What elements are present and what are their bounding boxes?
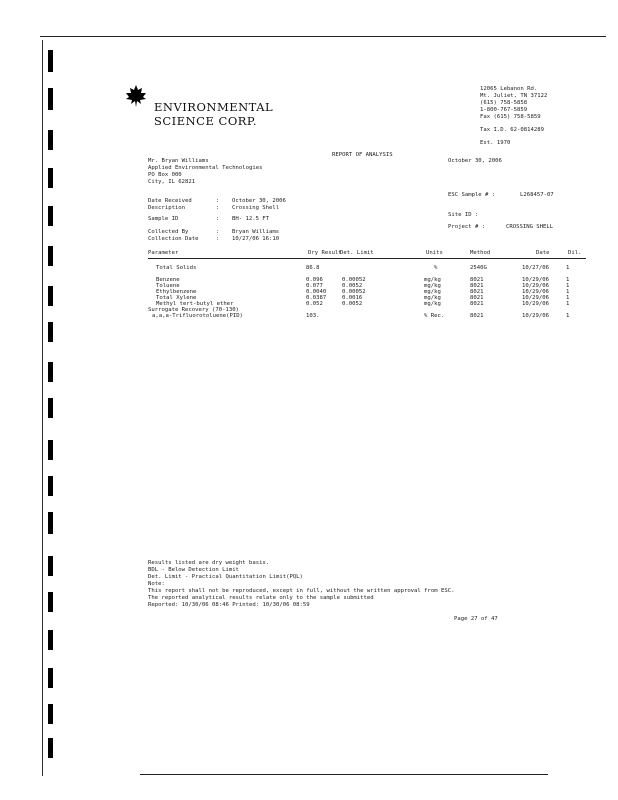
- info-label: Collected By: [148, 229, 189, 235]
- header-date: Date: [536, 250, 550, 256]
- project-row: [448, 224, 598, 231]
- cell-parameter: Total Solids: [156, 265, 197, 271]
- cell-date: 10/29/06: [522, 295, 549, 301]
- cell-limit: 0.00052: [342, 277, 366, 283]
- binder-mark: [48, 704, 53, 724]
- binder-mark: [48, 322, 53, 342]
- header-method: Method: [470, 250, 491, 256]
- binder-mark: [48, 50, 53, 72]
- esc-sample-label: ESC Sample # :: [448, 192, 496, 198]
- report-notes: [148, 560, 454, 609]
- cell-limit: 0.0052: [342, 283, 363, 289]
- lab-address: [480, 86, 547, 121]
- info-value: 10/27/06 16:10: [232, 236, 280, 242]
- left-scan-rule: [42, 40, 43, 776]
- address-line: 1-800-767-5859: [480, 107, 528, 113]
- binder-mark: [48, 88, 53, 110]
- sample-info-row: Date Received : October 30, 2006: [148, 198, 286, 204]
- binder-mark: [48, 738, 53, 758]
- cell-result: 0.096: [306, 277, 323, 283]
- site-id-label: Site ID :: [448, 212, 479, 218]
- cell-date: 10/29/06: [522, 289, 549, 295]
- address-line: (615) 758-5858: [480, 100, 528, 106]
- binder-mark: [48, 668, 53, 688]
- header-result: Dry Result: [308, 250, 342, 256]
- lab-name-line1: ENVIRONMENTAL: [154, 100, 274, 114]
- address-line: 12065 Lebanon Rd.: [480, 86, 538, 92]
- cell-dil: 1: [566, 301, 570, 307]
- report-date: October 30, 2006: [448, 158, 502, 164]
- maple-leaf-icon: [124, 84, 148, 108]
- binder-mark: [48, 206, 53, 226]
- binder-mark: [48, 512, 53, 534]
- info-label: Sample ID: [148, 216, 179, 222]
- cell-parameter: Total Xylene: [156, 295, 197, 301]
- cell-dil: 1: [566, 313, 570, 319]
- cell-dil: 1: [566, 277, 570, 283]
- esc-sample-row: [448, 192, 598, 199]
- cell-units: %: [434, 265, 438, 271]
- cell-result: 0.0387: [306, 295, 327, 301]
- binder-mark: [48, 246, 53, 266]
- cell-date: 10/29/06: [522, 313, 549, 319]
- cell-limit: 0.00052: [342, 289, 366, 295]
- note-line: Reported: 10/30/06 08:46 Printed: 10/30/06 08:59: [148, 602, 310, 608]
- report-title: REPORT OF ANALYSIS: [332, 152, 393, 158]
- cell-units: mg/kg: [424, 295, 441, 301]
- header-parameter: Parameter: [148, 250, 179, 256]
- client-line: City, IL 62821: [148, 179, 196, 185]
- note-line: Det. Limit - Practical Quantitation Limit(PQL): [148, 574, 303, 580]
- cell-dil: 1: [566, 289, 570, 295]
- sample-info-row: Description : Crossing Shell: [148, 205, 280, 211]
- binder-mark: [48, 630, 53, 650]
- cell-limit: 0.0016: [342, 295, 363, 301]
- client-line: Applied Environmental Technologies: [148, 165, 263, 171]
- project-label: Project # :: [448, 224, 486, 230]
- binder-mark: [48, 130, 53, 150]
- info-value: BH- 12.5 FT: [232, 216, 270, 222]
- binder-mark: [48, 592, 53, 612]
- address-line: Fax (615) 758-5859: [480, 114, 541, 120]
- info-label: Collection Date: [148, 236, 199, 242]
- cell-units: % Rec.: [424, 313, 445, 319]
- cell-parameter: Ethylbenzene: [156, 289, 197, 295]
- note-line: BDL - Below Detection Limit: [148, 567, 239, 573]
- table-header-rule: [148, 258, 586, 259]
- cell-result: 86.8: [306, 265, 320, 271]
- binder-mark: [48, 476, 53, 496]
- cell-method: 8021: [470, 277, 484, 283]
- binder-mark: [48, 398, 53, 418]
- table-row: [148, 265, 588, 272]
- page-number: Page 27 of 47: [454, 616, 498, 622]
- header-limit: Det. Limit: [340, 250, 374, 256]
- sample-info-row: Collection Date : 10/27/06 16:10: [148, 236, 280, 242]
- cell-parameter: a,a,a-Trifluorotoluene(PID): [152, 313, 243, 319]
- cell-parameter: Benzene: [156, 277, 180, 283]
- binder-mark: [48, 440, 53, 460]
- cell-date: 10/29/06: [522, 301, 549, 307]
- esc-sample-value: L268457-07: [520, 192, 554, 198]
- binder-mark: [48, 286, 53, 306]
- cell-result: 0.077: [306, 283, 323, 289]
- cell-limit: 0.0052: [342, 301, 363, 307]
- cell-method: 8021: [470, 313, 484, 319]
- table-header: [148, 250, 588, 257]
- cell-units: mg/kg: [424, 289, 441, 295]
- cell-method: 8021: [470, 301, 484, 307]
- sample-info-row: Collected By : Bryan Williams: [148, 229, 280, 235]
- sample-info-row: Sample ID : BH- 12.5 FT: [148, 216, 270, 222]
- esc-sample: [448, 192, 598, 232]
- cell-date: 10/27/06: [522, 265, 549, 271]
- header-dil: Dil.: [568, 250, 582, 256]
- info-label: Description: [148, 205, 186, 211]
- bottom-scan-rule: [140, 774, 548, 775]
- cell-units: mg/kg: [424, 277, 441, 283]
- cell-date: 10/29/06: [522, 277, 549, 283]
- note-line: Results listed are dry weight basis.: [148, 560, 270, 566]
- cell-method: 8021: [470, 289, 484, 295]
- sample-info: [148, 198, 348, 248]
- tax-id: Tax I.D. 62-0814289: [480, 127, 544, 133]
- binder-mark: [48, 556, 53, 576]
- project-value: CROSSING SHELL: [506, 224, 554, 230]
- cell-method: 2540G: [470, 265, 487, 271]
- lab-name: [154, 100, 273, 128]
- cell-result: 103.: [306, 313, 320, 319]
- cell-result: 0.0040: [306, 289, 327, 295]
- cell-units: mg/kg: [424, 301, 441, 307]
- cell-dil: 1: [566, 283, 570, 289]
- binder-mark: [48, 362, 53, 382]
- cell-parameter: Surrogate Recovery (70-130): [148, 307, 239, 313]
- cell-date: 10/29/06: [522, 283, 549, 289]
- info-value: Crossing Shell: [232, 205, 280, 211]
- note-line: This report shall not be reproduced, except in full, without the written approval from ESC.: [148, 588, 455, 594]
- client-address: [148, 158, 263, 186]
- client-line: Mr. Bryan Williams: [148, 158, 209, 164]
- cell-result: 0.052: [306, 301, 323, 307]
- lab-name-line2: SCIENCE CORP.: [154, 114, 257, 128]
- client-line: PO Box 000: [148, 172, 182, 178]
- binder-mark: [48, 168, 53, 188]
- top-scan-rule: [40, 36, 606, 37]
- info-value: October 30, 2006: [232, 198, 286, 204]
- info-value: Bryan Williams: [232, 229, 280, 235]
- cell-dil: 1: [566, 295, 570, 301]
- established: Est. 1970: [480, 140, 511, 146]
- header-units: Units: [426, 250, 443, 256]
- cell-parameter: Toluene: [156, 283, 180, 289]
- cell-parameter: Methyl tert-butyl ether: [156, 301, 234, 307]
- results-table: [148, 250, 588, 330]
- note-line: The reported analytical results relate only to the sample submitted: [148, 595, 374, 601]
- site-id-row: [448, 212, 598, 219]
- table-row: [148, 313, 588, 320]
- cell-dil: 1: [566, 265, 570, 271]
- cell-method: 8021: [470, 295, 484, 301]
- cell-method: 8021: [470, 283, 484, 289]
- note-line: Note:: [148, 581, 165, 587]
- info-label: Date Received: [148, 198, 192, 204]
- address-line: Mt. Juliet, TN 37122: [480, 93, 548, 99]
- cell-units: mg/kg: [424, 283, 441, 289]
